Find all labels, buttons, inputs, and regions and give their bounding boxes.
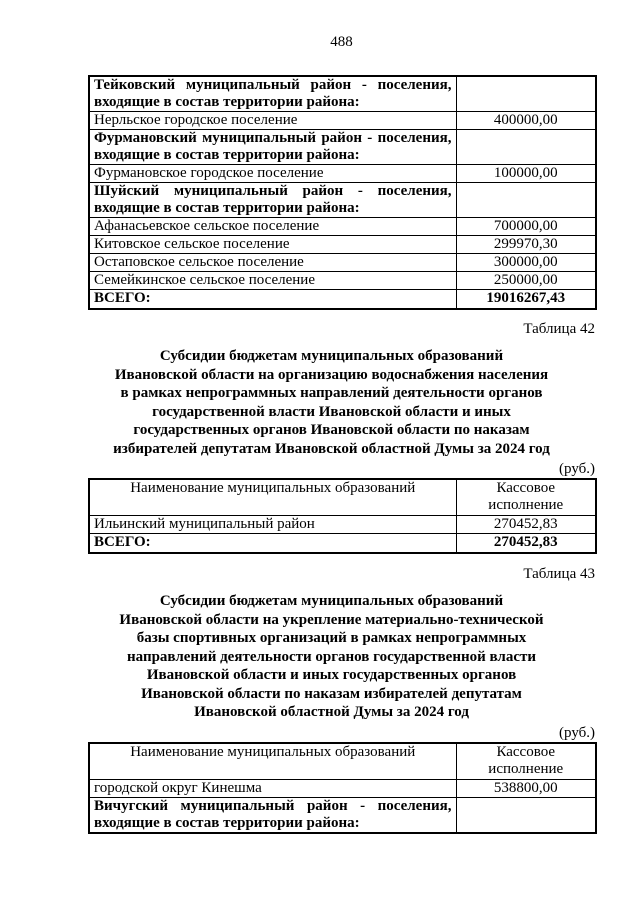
row-name-cell: Ильинский муниципальный район <box>89 516 456 534</box>
table-total-row <box>89 534 596 554</box>
table-row <box>89 183 596 218</box>
row-value-cell: 270452,83 <box>456 534 596 554</box>
row-value-cell: 700000,00 <box>456 218 596 236</box>
table-header-row <box>89 479 596 516</box>
table-row <box>89 218 596 236</box>
unit-label-42: (руб.) <box>559 461 595 477</box>
page-number: 488 <box>330 34 353 50</box>
unit-label-43: (руб.) <box>559 724 595 741</box>
table-row <box>89 516 596 534</box>
continuation-table <box>88 75 597 310</box>
row-value-cell: 538800,00 <box>456 779 596 797</box>
column-header-name: Наименование муниципальных образований <box>89 743 456 780</box>
row-name-cell: Фурмановский муниципальный район - поселения, входящие в состав территории района: <box>89 130 456 165</box>
table-header-row <box>89 743 596 780</box>
table-row <box>89 779 596 797</box>
table-total-row <box>89 290 596 310</box>
column-header-value: Кассовое исполнение <box>456 479 596 516</box>
row-value-cell <box>456 130 596 165</box>
row-value-cell: 300000,00 <box>456 254 596 272</box>
table-caption-42: Таблица 42 <box>523 321 595 337</box>
table-caption-43: Таблица 43 <box>523 566 595 582</box>
table-row <box>89 797 596 833</box>
row-name-cell: ВСЕГО: <box>89 290 456 310</box>
table-42 <box>88 478 597 554</box>
table-row <box>89 130 596 165</box>
table-row <box>89 254 596 272</box>
row-value-cell <box>456 76 596 112</box>
row-value-cell: 19016267,43 <box>456 290 596 310</box>
row-name-cell: Китовское сельское поселение <box>89 236 456 254</box>
table-row <box>89 272 596 290</box>
row-name-cell: Тейковский муниципальный район - поселения, входящие в состав территории района: <box>89 76 456 112</box>
row-value-cell <box>456 797 596 833</box>
table-row <box>89 112 596 130</box>
table-title-43: Субсидии бюджетам муниципальных образований Ивановской области на укрепление материально-технической базы спортивных организаций в рамках непрограммных направлений деятельности органов государственной власти Ивановской области и иных государственных органов Ивановской области по наказам избирателей депутатам Ивановской областной Думы за 2024 год <box>119 593 544 720</box>
table-row <box>89 165 596 183</box>
row-name-cell: Афанасьевское сельское поселение <box>89 218 456 236</box>
table-title-42: Субсидии бюджетам муниципальных образований Ивановской области на организацию водоснабжения населения в рамках непрограммных направлений деятельности органов государственной власти Ивановской области и иных государственных органов Ивановской области по наказам избирателей депутатам Ивановской областной Думы за 2024 год <box>113 348 550 457</box>
table-43 <box>88 742 597 834</box>
row-name-cell: Фурмановское городское поселение <box>89 165 456 183</box>
row-name-cell: Шуйский муниципальный район - поселения, входящие в состав территории района: <box>89 183 456 218</box>
row-value-cell <box>456 183 596 218</box>
row-value-cell: 100000,00 <box>456 165 596 183</box>
row-name-cell: ВСЕГО: <box>89 534 456 554</box>
row-name-cell: городской округ Кинешма <box>89 779 456 797</box>
row-name-cell: Вичугский муниципальный район - поселения, входящие в состав территории района: <box>89 797 456 833</box>
row-name-cell: Остаповское сельское поселение <box>89 254 456 272</box>
row-value-cell: 299970,30 <box>456 236 596 254</box>
row-name-cell: Нерльское городское поселение <box>89 112 456 130</box>
row-value-cell: 400000,00 <box>456 112 596 130</box>
table-row <box>89 236 596 254</box>
row-name-cell: Семейкинское сельское поселение <box>89 272 456 290</box>
column-header-value: Кассовое исполнение <box>456 743 596 780</box>
column-header-name: Наименование муниципальных образований <box>89 479 456 516</box>
row-value-cell: 250000,00 <box>456 272 596 290</box>
table-row <box>89 76 596 112</box>
row-value-cell: 270452,83 <box>456 516 596 534</box>
